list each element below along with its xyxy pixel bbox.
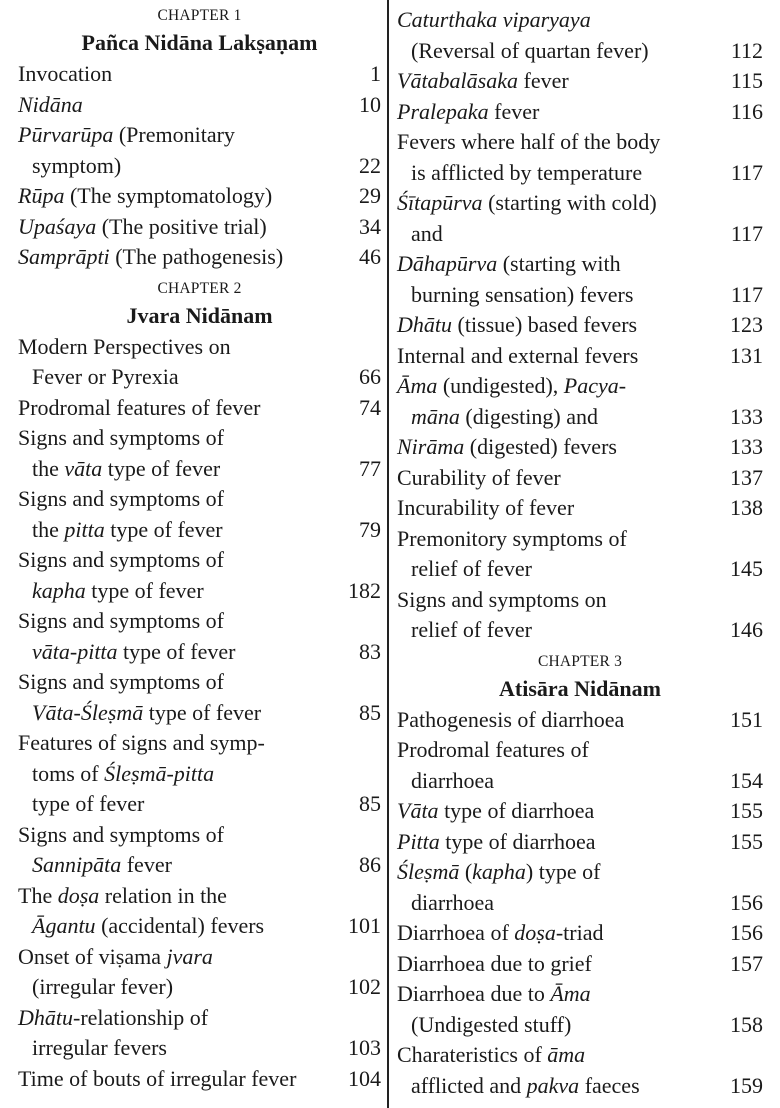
toc-entry-text: diarrhoea	[411, 889, 495, 915]
toc-entry-line	[397, 219, 763, 250]
toc-entry-line	[18, 637, 381, 668]
toc-entry-line	[397, 1071, 763, 1102]
toc-entry-text: Dhātu	[18, 1004, 73, 1030]
page-number[interactable]: 103	[348, 1035, 381, 1060]
toc-entry-line	[18, 423, 381, 454]
toc-entry[interactable]	[397, 857, 763, 918]
toc-entry-line	[18, 484, 381, 515]
toc-entry-text: (The symptomatology)	[64, 183, 273, 208]
toc-entry-line	[397, 36, 763, 67]
toc-entry-text: Prodromal features of	[397, 737, 589, 762]
toc-entry-text: and	[411, 220, 443, 246]
toc-entry-line	[397, 1010, 763, 1041]
toc-entry-text: Diarrhoea of	[397, 920, 515, 945]
toc-entry-line	[18, 972, 381, 1003]
toc-entry[interactable]	[397, 585, 763, 646]
page-number[interactable]: 145	[730, 556, 763, 581]
toc-entry-text: relation in the	[99, 882, 227, 908]
toc-entry-line	[397, 979, 763, 1010]
toc-entry-line	[397, 127, 763, 158]
toc-entry-text: Pralepaka	[397, 98, 489, 124]
toc-entry-text: pakva	[526, 1072, 580, 1098]
toc-entry-line	[397, 705, 763, 736]
toc-entry-text: relief of fever	[411, 617, 532, 642]
toc-entry[interactable]	[397, 827, 763, 858]
toc-entry-line	[397, 402, 763, 433]
page-number[interactable]: 159	[730, 1072, 763, 1098]
chapter-number: CHAPTER 1	[157, 7, 242, 24]
chapter-heading	[18, 273, 381, 332]
toc-entry-text: Premonitory symptoms of	[397, 525, 627, 551]
page-number[interactable]: 77	[359, 455, 381, 481]
toc-entry-text: fever	[488, 98, 540, 124]
page-number[interactable]: 116	[730, 98, 763, 124]
toc-entry-text: Diarrhoea due to grief	[397, 950, 592, 976]
toc-entry[interactable]	[18, 242, 381, 273]
page-number[interactable]: 151	[730, 706, 763, 732]
toc-entry-text: vāta	[64, 455, 103, 481]
page-number[interactable]: 102	[348, 974, 381, 999]
toc-entry-line	[397, 827, 763, 858]
toc-entry-line	[18, 1033, 381, 1064]
toc-entry-text: Charateristics of	[397, 1042, 548, 1067]
page-number[interactable]: 182	[348, 577, 381, 603]
page-number[interactable]: 117	[730, 159, 763, 185]
toc-entry-line	[397, 158, 763, 189]
toc-entry[interactable]	[397, 341, 763, 372]
page-number[interactable]: 83	[359, 638, 381, 664]
toc-entry-line	[18, 212, 381, 243]
toc-entry-line	[397, 796, 763, 827]
toc-entry[interactable]	[18, 1064, 381, 1095]
page-number[interactable]: 74	[359, 394, 381, 420]
page-number[interactable]: 101	[348, 913, 381, 938]
toc-entry-text: Vātabalāsaka	[397, 68, 518, 93]
toc-entry-line	[18, 151, 381, 182]
toc-entry[interactable]	[397, 5, 763, 66]
toc-entry-line	[397, 554, 763, 585]
toc-entry-line	[18, 850, 381, 881]
toc-entry[interactable]	[18, 881, 381, 942]
toc-entry-text: type of diarrhoea	[438, 798, 595, 823]
toc-entry-line	[18, 362, 381, 393]
toc-entry-line	[18, 545, 381, 576]
toc-entry-line	[397, 949, 763, 980]
toc-entry-line	[18, 242, 381, 273]
toc-entry-line	[397, 918, 763, 949]
toc-entry-line	[18, 393, 381, 424]
toc-entry-text: (starting with cold)	[482, 190, 657, 215]
page-number[interactable]: 133	[730, 434, 763, 459]
page-number[interactable]: 86	[359, 852, 381, 877]
toc-entry[interactable]	[397, 432, 763, 463]
toc-entry-text: type of fever	[117, 638, 236, 664]
toc-entry[interactable]	[397, 188, 763, 249]
toc-entry-line	[18, 667, 381, 698]
toc-entry-text: Prodromal features of fever	[18, 394, 261, 420]
toc-entry-line	[18, 59, 381, 90]
toc-entry[interactable]	[18, 545, 381, 606]
toc-entry-line	[18, 820, 381, 851]
toc-entry-line	[18, 332, 381, 363]
toc-entry-line	[18, 911, 381, 942]
toc-entry-line	[397, 97, 763, 128]
toc-entry-line	[397, 888, 763, 919]
toc-entry-line	[18, 515, 381, 546]
chapter-number: CHAPTER 3	[537, 652, 623, 670]
toc-entry[interactable]	[18, 606, 381, 667]
page-number[interactable]: 29	[359, 183, 381, 208]
toc-entry-line	[397, 1040, 763, 1071]
toc-entry-text: Dhātu	[397, 312, 452, 337]
toc-entry[interactable]	[18, 484, 381, 545]
page-number[interactable]: 85	[359, 791, 381, 816]
toc-entry-text: Signs and symptoms of	[18, 669, 224, 694]
toc-entry[interactable]	[397, 127, 763, 188]
toc-entry-text: Śleṣmā-pitta	[104, 760, 215, 786]
toc-entry-line	[18, 120, 381, 151]
toc-entry-text: afflicted and	[411, 1072, 527, 1098]
toc-entry-text: Signs and symptoms on	[397, 586, 607, 612]
toc-entry-line	[397, 66, 763, 97]
toc-entry-line	[18, 1064, 381, 1095]
toc-entry-text: type of fever	[143, 699, 262, 725]
toc-entry-text: Fever or Pyrexia	[32, 364, 179, 389]
toc-entry-text: Pitta	[397, 828, 440, 854]
toc-entry-text: diarrhoea	[411, 767, 495, 793]
toc-entry-text: relief of fever	[411, 556, 532, 581]
page-number[interactable]: 66	[359, 364, 381, 389]
toc-entry-text: (irregular fever)	[32, 974, 174, 999]
toc-entry-text: type of fever	[85, 577, 204, 603]
chapter-heading	[397, 646, 763, 705]
toc-entry-text: Signs and symptoms of	[18, 547, 224, 572]
toc-entry[interactable]	[397, 705, 763, 736]
page-number[interactable]: 117	[730, 220, 763, 246]
toc-entry[interactable]	[397, 735, 763, 796]
page-number[interactable]: 137	[730, 464, 763, 490]
toc-entry-text: Caturthaka viparyaya	[397, 7, 591, 32]
toc-entry-line	[397, 188, 763, 219]
toc-entry-line	[397, 766, 763, 797]
toc-entry-line	[397, 524, 763, 555]
toc-entry-text: The	[18, 882, 58, 908]
page-number[interactable]: 158	[730, 1011, 763, 1037]
toc-entry-text: Internal and external fevers	[397, 342, 639, 368]
toc-entry-text: Onset of viṣama	[18, 943, 167, 969]
toc-entry-line	[397, 341, 763, 372]
toc-entry-text: (The positive trial)	[96, 213, 267, 239]
toc-entry[interactable]	[18, 942, 381, 1003]
toc-entry-line	[397, 463, 763, 494]
page-number[interactable]: 155	[730, 828, 763, 854]
page-number[interactable]: 131	[730, 342, 763, 368]
toc-entry-text: (undigested),	[437, 373, 564, 398]
toc-column-left	[18, 0, 381, 1094]
toc-entry-text: (tissue) based fevers	[452, 312, 638, 337]
toc-entry-text: Features of signs and symp-	[18, 730, 265, 755]
toc-entry-text: Nidāna	[18, 91, 83, 117]
page-number[interactable]: 157	[730, 950, 763, 976]
toc-entry-line	[397, 585, 763, 616]
toc-entry-line	[397, 5, 763, 36]
toc-entry-text: Pacya-	[563, 373, 627, 398]
toc-entry-text: (digested) fevers	[464, 434, 617, 459]
toc-entry-text: Signs and symptoms of	[18, 486, 224, 511]
toc-entry-text: Vāta	[397, 798, 439, 823]
toc-entry-text: pitta	[64, 516, 105, 542]
toc-entry-line	[18, 698, 381, 729]
toc-entry-text: fever	[121, 852, 172, 877]
page-number[interactable]: 34	[359, 213, 381, 239]
toc-entry-line	[397, 615, 763, 646]
toc-entry[interactable]	[18, 90, 381, 121]
toc-entry-line	[18, 759, 381, 790]
page-number[interactable]: 115	[730, 68, 763, 93]
toc-entry[interactable]	[397, 949, 763, 980]
toc-entry-line	[397, 371, 763, 402]
toc-entry[interactable]	[397, 493, 763, 524]
toc-entry-text: is afflicted by temperature	[411, 159, 643, 185]
toc-entry-line	[18, 728, 381, 759]
page-number[interactable]: 112	[730, 37, 763, 63]
page-number[interactable]: 123	[730, 312, 763, 337]
toc-entry-text: doṣa	[57, 882, 100, 908]
toc-entry-text: Dāhapūrva	[397, 251, 498, 276]
chapter-title: Jvara Nidānam	[126, 302, 273, 328]
toc-entry[interactable]	[397, 249, 763, 310]
chapter-title: Atisāra Nidānam	[499, 675, 661, 701]
toc-entry-text: Pūrvarūpa	[18, 122, 114, 147]
toc-entry-text: (	[459, 859, 473, 884]
toc-entry[interactable]	[397, 1040, 763, 1101]
toc-entry-text: vāta-pitta	[32, 638, 118, 664]
page-number[interactable]: 155	[730, 798, 763, 823]
toc-entry-text: (Reversal of quartan fever)	[411, 37, 649, 63]
toc-entry[interactable]	[397, 463, 763, 494]
toc-entry-line	[397, 310, 763, 341]
page-number[interactable]: 117	[730, 281, 763, 307]
toc-entry[interactable]	[397, 371, 763, 432]
toc-entry-text: Fevers where half of the body	[397, 129, 661, 154]
chapter-title: Pañca Nidāna Lakṣaṇam	[81, 30, 318, 55]
toc-entry-line	[18, 576, 381, 607]
toc-entry-line	[397, 493, 763, 524]
toc-entry-line	[18, 942, 381, 973]
toc-entry-line	[397, 857, 763, 888]
toc-entry-text: symptom)	[32, 152, 122, 178]
toc-entry-line	[18, 90, 381, 121]
toc-entry-line	[18, 181, 381, 212]
toc-entry-text: Curability of fever	[397, 464, 561, 490]
page-number[interactable]: 22	[359, 152, 381, 178]
toc-entry-text: Vāta-Śleṣmā	[32, 699, 144, 725]
toc-entry-text: māna	[411, 403, 460, 429]
toc-entry-text: toms of	[32, 760, 105, 786]
toc-entry[interactable]	[397, 310, 763, 341]
toc-entry-text: burning sensation) fevers	[411, 281, 634, 307]
toc-entry[interactable]	[397, 796, 763, 827]
toc-entry-text: Incurability of fever	[397, 495, 575, 520]
column-divider	[387, 0, 389, 1108]
toc-entry[interactable]	[18, 1003, 381, 1064]
page-number[interactable]: 156	[730, 920, 763, 945]
toc-entry[interactable]	[18, 667, 381, 728]
page-number[interactable]: 146	[730, 617, 763, 642]
toc-entry-text: Invocation	[18, 61, 113, 86]
toc-entry-text: kapha	[472, 859, 526, 884]
toc-entry-text: (digesting) and	[459, 403, 598, 429]
toc-entry-text: Pathogenesis of diarrhoea	[397, 706, 625, 732]
toc-entry-text: the	[32, 516, 65, 542]
toc-entry[interactable]	[18, 212, 381, 243]
chapter-heading	[18, 0, 381, 59]
page-number[interactable]: 46	[359, 244, 381, 269]
toc-entry-text: Āgantu	[32, 913, 96, 938]
page-number[interactable]: 133	[730, 403, 763, 429]
page-number[interactable]: 10	[359, 91, 381, 117]
toc-entry[interactable]	[397, 918, 763, 949]
toc-entry-text: Rūpa	[18, 183, 65, 208]
toc-entry-line	[18, 606, 381, 637]
toc-entry-line	[397, 249, 763, 280]
toc-entry-line	[18, 881, 381, 912]
toc-entry-text: fever	[518, 68, 569, 93]
toc-entry-text: Time of bouts of irregular fever	[18, 1065, 297, 1091]
toc-entry-text: ) type of	[525, 859, 601, 884]
toc-entry-text: Signs and symptoms of	[18, 821, 224, 847]
toc-entry[interactable]	[18, 423, 381, 484]
toc-entry-text: (Premonitary	[113, 122, 235, 147]
toc-entry-line	[18, 1003, 381, 1034]
toc-entry-text: Diarrhoea due to	[397, 981, 551, 1006]
toc-entry-text: -relationship of	[73, 1004, 209, 1030]
toc-entry-text: Śleṣmā	[397, 859, 460, 884]
toc-entry-text: doṣa	[514, 920, 556, 945]
page-number[interactable]: 85	[359, 699, 381, 725]
toc-entry-text: -triad	[555, 920, 604, 945]
chapter-number: CHAPTER 2	[157, 279, 242, 297]
toc-entry-text: Samprāpti	[18, 244, 110, 269]
toc-entry[interactable]	[18, 820, 381, 881]
toc-entry-text: irregular fevers	[32, 1035, 167, 1060]
toc-entry-line	[18, 789, 381, 820]
toc-entry-text: faeces	[579, 1072, 640, 1098]
toc-entry-text: Upaśaya	[18, 213, 97, 239]
toc-entry[interactable]	[397, 66, 763, 97]
toc-entry-text: jvara	[166, 943, 213, 969]
page-number[interactable]: 156	[730, 889, 763, 915]
toc-entry-text: Sannipāta	[32, 852, 122, 877]
toc-entry[interactable]	[18, 181, 381, 212]
toc-entry-line	[18, 454, 381, 485]
toc-entry-line	[397, 735, 763, 766]
toc-entry-text: (starting with	[497, 251, 621, 276]
toc-entry-text: Signs and symptoms of	[18, 608, 224, 633]
toc-entry-text: the	[32, 455, 65, 481]
toc-entry-text: Śītapūrva	[397, 190, 483, 215]
toc-entry[interactable]	[397, 97, 763, 128]
toc-entry-text: Āma	[550, 981, 591, 1006]
toc-entry[interactable]	[18, 728, 381, 820]
toc-entry[interactable]	[397, 524, 763, 585]
toc-entry-line	[397, 280, 763, 311]
toc-entry[interactable]	[18, 393, 381, 424]
toc-entry-text: (The pathogenesis)	[109, 244, 284, 269]
page-number[interactable]: 138	[730, 495, 763, 520]
toc-entry[interactable]	[18, 120, 381, 181]
toc-entry-text: Āma	[397, 373, 438, 398]
toc-entry-text: Signs and symptoms of	[18, 425, 224, 450]
toc-entry[interactable]	[18, 332, 381, 393]
page-number[interactable]: 1	[370, 61, 381, 86]
toc-entry-text: type of fever	[104, 516, 223, 542]
toc-entry-text: āma	[547, 1042, 586, 1067]
toc-entry[interactable]	[397, 979, 763, 1040]
toc-entry[interactable]	[18, 59, 381, 90]
page-number[interactable]: 104	[348, 1065, 381, 1091]
toc-entry-text: (Undigested stuff)	[411, 1011, 572, 1037]
toc-entry-text: Nirāma	[397, 434, 465, 459]
toc-entry-text: type of fever	[32, 791, 145, 816]
toc-entry-line	[397, 432, 763, 463]
page-number[interactable]: 79	[359, 516, 381, 542]
page-number[interactable]: 154	[730, 767, 763, 793]
toc-entry-text: type of diarrhoea	[439, 828, 596, 854]
toc-entry-text: (accidental) fevers	[95, 913, 265, 938]
toc-column-right	[397, 5, 763, 1101]
toc-entry-text: Modern Perspectives on	[18, 333, 231, 359]
toc-entry-text: kapha	[32, 577, 86, 603]
toc-entry-text: type of fever	[102, 455, 221, 481]
